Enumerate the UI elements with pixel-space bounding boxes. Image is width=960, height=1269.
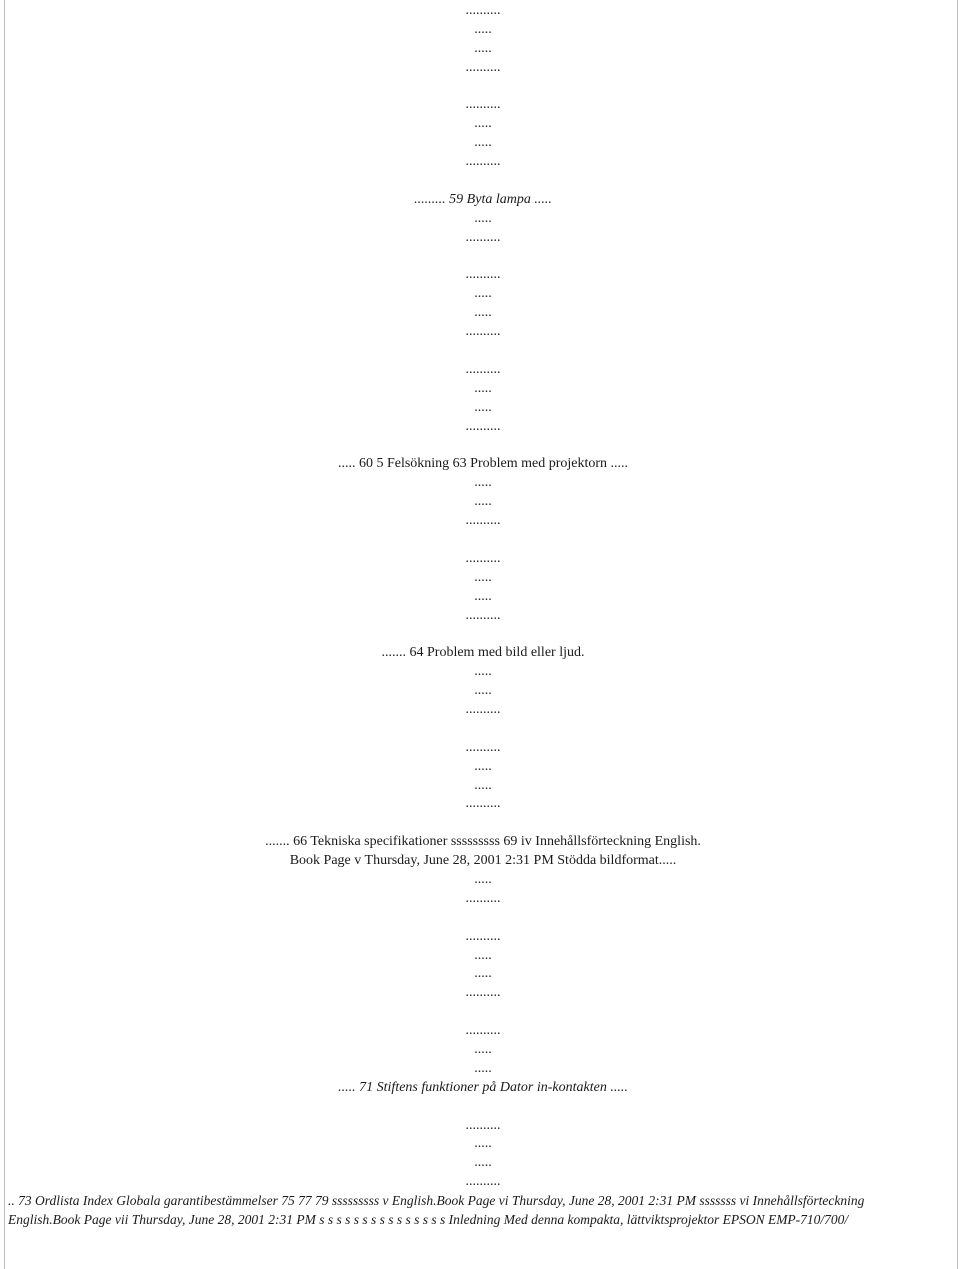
blank-line	[8, 248, 958, 267]
toc-line: ..........	[465, 1117, 501, 1133]
blank-line	[8, 342, 958, 361]
blank-line	[8, 1098, 958, 1117]
toc-line: ..........	[465, 97, 501, 113]
toc-line: English.Book Page vii Thursday, June 28, 2001 2:31 PM s s s s s s s s s s s s s s s Inledning Med denna kompakta, lättviktsprojektor EPSON EMP-710/700/	[8, 1212, 849, 1227]
toc-line: .....	[474, 305, 492, 321]
toc-line: ..........	[465, 796, 501, 812]
toc-line: Book Page v Thursday, June 28, 2001 2:31 PM Stödda bildformat.....	[289, 853, 677, 869]
toc-line: .....	[474, 1136, 492, 1152]
toc-line: ..........	[465, 418, 501, 434]
toc-line: ..........	[465, 985, 501, 1001]
toc-line: ..........	[465, 890, 501, 906]
blank-line	[8, 909, 958, 928]
toc-line: .. 73 Ordlista Index Globala garantibestämmelser 75 77 79 sssssssss v English.Book Page vi Thursday, June 28, 2001 2:31 PM sssssss vi Innehållsförteckning	[8, 1193, 865, 1209]
toc-line: ..........	[465, 59, 501, 75]
toc-line: ..........	[465, 229, 501, 245]
toc-line: .....	[474, 135, 492, 151]
page-border-left	[4, 0, 5, 1269]
blank-line	[8, 1003, 958, 1022]
toc-line: .....	[474, 871, 492, 887]
toc-line: .....	[474, 664, 492, 680]
toc-line: .....	[474, 569, 492, 585]
toc-line: .....	[474, 966, 492, 982]
toc-line: ..........	[465, 267, 501, 283]
blank-line	[8, 625, 958, 644]
toc-line: .....	[474, 1155, 492, 1171]
document-body	[8, 2, 958, 1230]
toc-line: .....	[474, 286, 492, 302]
blank-line	[8, 814, 958, 833]
toc-line: .....	[474, 475, 492, 491]
toc-line: .....	[474, 758, 492, 774]
toc-line: ..........	[465, 154, 501, 170]
toc-line: .....	[474, 777, 492, 793]
toc-line: .....	[474, 1041, 492, 1057]
toc-line: .....	[474, 380, 492, 396]
blank-line	[8, 78, 958, 97]
toc-line: ..........	[465, 3, 501, 18]
blank-line	[8, 436, 958, 455]
toc-line: .....	[474, 116, 492, 132]
toc-line: ..........	[465, 701, 501, 717]
toc-line: ..........	[465, 739, 501, 755]
toc-line: ..........	[465, 550, 501, 566]
toc-line: ..........	[465, 1023, 501, 1039]
toc-line: ....... 66 Tekniska specifikationer sssssssss 69 iv Innehållsförteckning English.	[265, 834, 701, 850]
toc-line: ..... 71 Stiftens funktioner på Dator in-kontakten .....	[338, 1079, 628, 1095]
toc-line: ......... 59 Byta lampa .....	[414, 191, 552, 207]
toc-line: ....... 64 Problem med bild eller ljud.	[381, 645, 585, 661]
toc-line: ..........	[465, 607, 501, 623]
toc-line: .....	[474, 21, 492, 37]
toc-line: .....	[474, 210, 492, 226]
blank-line	[8, 531, 958, 550]
toc-line: .....	[474, 683, 492, 699]
toc-line: ..........	[465, 324, 501, 340]
toc-line: .....	[474, 399, 492, 415]
toc-line: .....	[474, 40, 492, 56]
blank-line	[8, 172, 958, 191]
blank-line	[8, 720, 958, 739]
toc-line: ..........	[465, 928, 501, 944]
toc-line: ..........	[465, 361, 501, 377]
toc-line: .....	[474, 1060, 492, 1076]
toc-line: ..........	[465, 513, 501, 529]
toc-line: ..... 60 5 Felsökning 63 Problem med projektorn .....	[337, 456, 629, 472]
toc-line: ..........	[465, 1174, 501, 1190]
toc-line: .....	[474, 947, 492, 963]
toc-line: .....	[474, 588, 492, 604]
toc-line: .....	[474, 494, 492, 510]
